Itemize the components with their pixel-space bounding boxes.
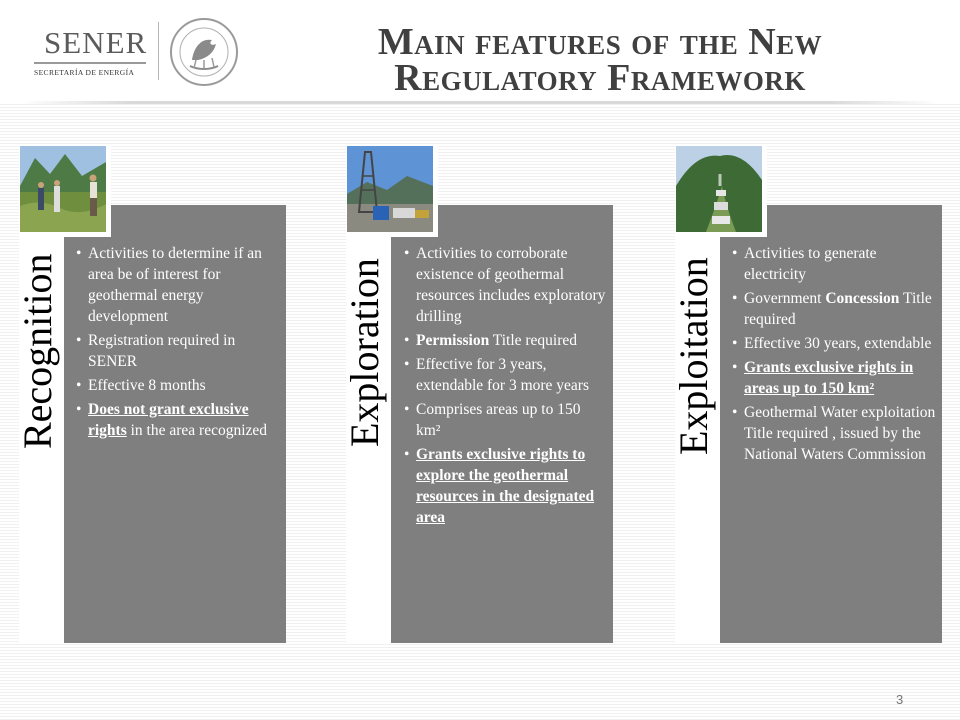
bullet-text: Geothermal Water exploitation Title required , issued by the National Waters Commission <box>744 404 936 463</box>
bullet-underlined-text: Does not grant exclusive rights <box>88 401 249 439</box>
bullet-item <box>732 402 936 465</box>
bullet-item <box>404 243 608 327</box>
logo-divider <box>158 22 159 80</box>
card-label-exploration: Exploration <box>342 258 387 447</box>
bullet-text: Title required <box>744 290 932 328</box>
bullet-item <box>404 399 608 441</box>
bullet-text: Activities to determine if an area be of interest for geothermal energy development <box>88 245 262 325</box>
logo-subtitle: SECRETARÍA DE ENERGÍA <box>34 68 135 77</box>
card-label-exploitation: Exploitation <box>671 257 716 455</box>
bullet-list <box>76 243 280 444</box>
bullet-bold-text: Concession <box>825 290 900 307</box>
bullet-underlined-text: Grants exclusive rights in areas up to 150 km² <box>744 359 914 397</box>
bullet-item <box>404 354 608 396</box>
bullet-list <box>732 243 936 468</box>
bullet-item <box>732 357 936 399</box>
page-title <box>260 21 940 99</box>
bullet-text: Title required <box>489 332 578 349</box>
bullet-item <box>732 288 936 330</box>
mexico-coat-of-arms-icon <box>168 16 240 88</box>
bullet-text: Effective for 3 years, extendable for 3 more years <box>416 356 590 394</box>
card-label-recognition: Recognition <box>15 253 60 449</box>
bullet-item <box>732 243 936 285</box>
bullet-item <box>404 330 608 351</box>
bullet-text: Registration required in SENER <box>88 332 236 370</box>
bullet-item <box>404 444 608 528</box>
bullet-text: Effective 8 months <box>88 377 206 394</box>
bullet-underlined-text: Grants exclusive rights to explore the geothermal resources in the designated area <box>416 446 595 526</box>
field-workers-photo <box>20 146 106 232</box>
bullet-item <box>76 330 280 372</box>
bullet-item <box>732 333 936 354</box>
header-divider <box>20 101 940 104</box>
logo-rule <box>34 62 146 64</box>
logo-name: SENER <box>44 25 148 60</box>
bullet-text: Comprises areas up to 150 km² <box>416 401 581 439</box>
geothermal-plant-photo <box>676 146 762 232</box>
sener-logo <box>34 25 148 77</box>
bullet-text: Government <box>744 290 826 307</box>
title-line-1: Main features of the New <box>377 21 823 63</box>
bullet-item <box>76 243 280 327</box>
bullet-item <box>76 399 280 441</box>
bullet-text: Activities to generate electricity <box>744 245 877 283</box>
bullet-item <box>76 375 280 396</box>
page-number: 3 <box>896 692 904 707</box>
bullet-text: Effective 30 years, extendable <box>744 335 932 352</box>
bullet-text: Activities to corroborate existence of geothermal resources includes exploratory drilling <box>416 245 606 325</box>
drilling-rig-photo <box>347 146 433 232</box>
bullet-bold-text: Permission <box>416 332 490 349</box>
bullet-list <box>404 243 608 531</box>
title-line-2: Regulatory Framework <box>394 57 806 99</box>
bullet-text: in the area recognized <box>126 422 268 439</box>
